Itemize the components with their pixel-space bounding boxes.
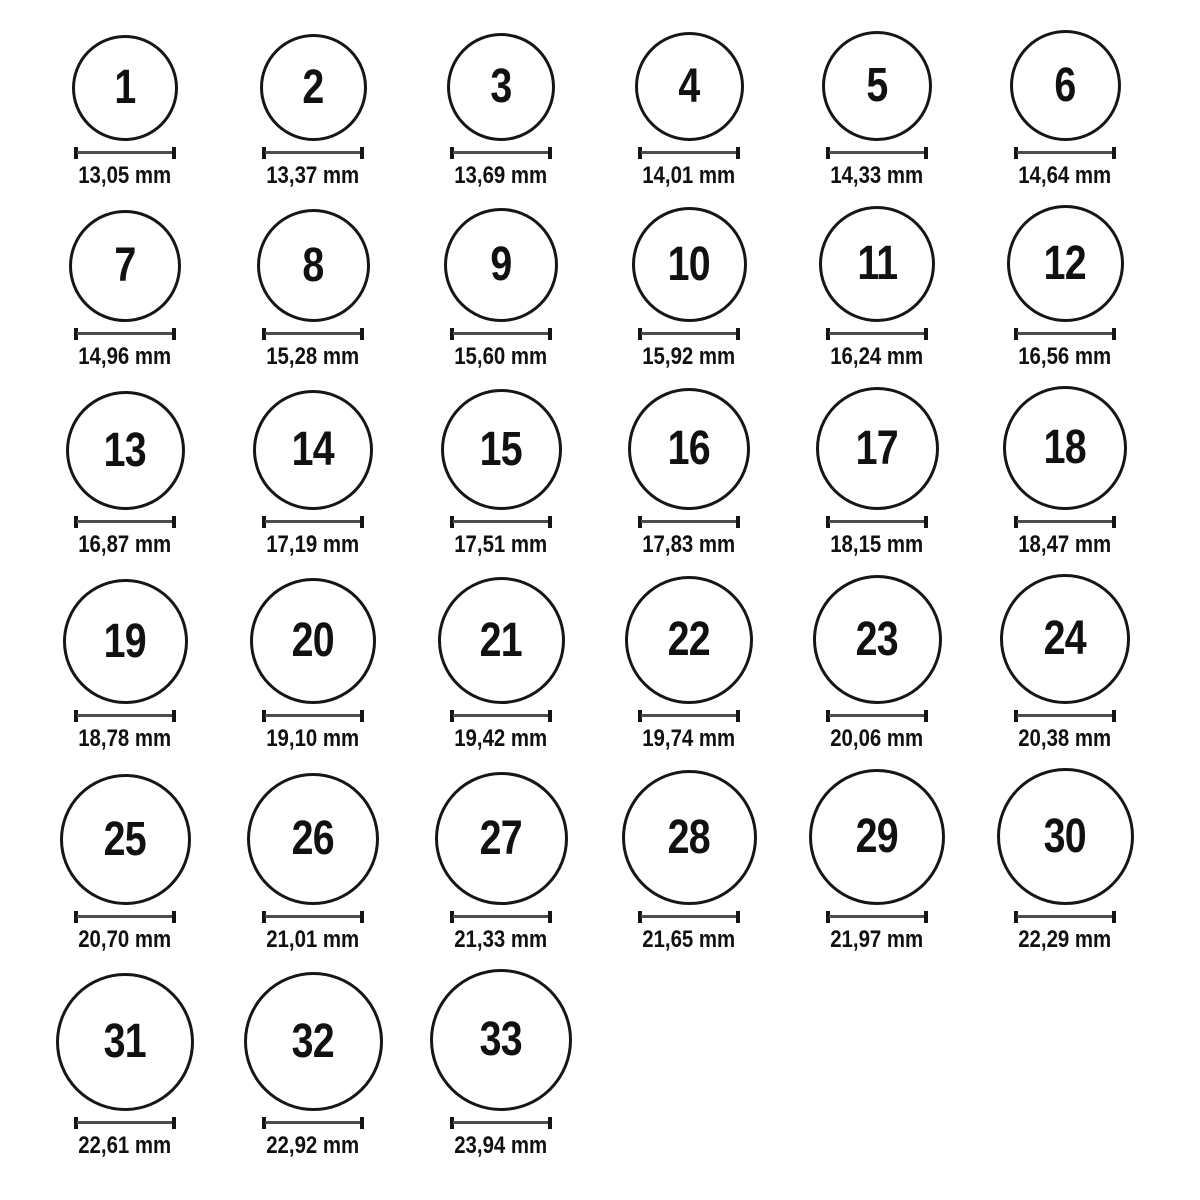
ring-circle (69, 210, 181, 322)
ring-circle (435, 772, 568, 905)
diameter-measure-line (638, 147, 740, 159)
diameter-measure-line (826, 147, 928, 159)
diameter-label: 16,56 mm (1018, 343, 1112, 370)
diameter-measure-line (638, 516, 740, 528)
measure-hline (77, 520, 173, 523)
ring-number: 21 (479, 613, 523, 667)
diameter-measure-line (262, 147, 364, 159)
diameter-measure-line (1014, 911, 1116, 923)
ring-cell (31, 774, 219, 953)
diameter-measure-line (1014, 710, 1116, 722)
ring-cell (407, 33, 595, 189)
ring-cell (219, 209, 407, 370)
ring-cell (407, 577, 595, 752)
ring-cell (783, 387, 971, 558)
measure-hline (1017, 915, 1113, 918)
ring-circle (60, 774, 191, 905)
ring-number: 1 (114, 61, 136, 114)
ring-number: 11 (857, 237, 897, 290)
ring-circle (809, 769, 945, 905)
measure-hline (453, 1121, 549, 1124)
ring-number: 19 (103, 614, 147, 668)
diameter-label: 17,19 mm (266, 531, 360, 558)
measure-hline (641, 151, 737, 154)
diameter-measure-line (1014, 516, 1116, 528)
measure-hline (77, 332, 173, 335)
ring-number: 23 (855, 612, 899, 666)
ring-circle (56, 973, 194, 1111)
diameter-label: 22,92 mm (266, 1132, 360, 1159)
ring-number: 14 (291, 423, 335, 476)
ring-circle (1000, 574, 1130, 704)
ring-cell (219, 972, 407, 1159)
ring-number: 8 (302, 238, 324, 292)
measure-hline (641, 714, 737, 717)
diameter-measure-line (74, 328, 176, 340)
diameter-label: 17,51 mm (454, 531, 548, 558)
measure-hline (1017, 714, 1113, 717)
diameter-measure-line (450, 328, 552, 340)
ring-circle (622, 770, 757, 905)
diameter-label: 19,42 mm (454, 725, 548, 752)
ring-number: 18 (1043, 421, 1087, 474)
ring-cell (595, 32, 783, 189)
measure-hline (641, 520, 737, 523)
ring-number: 5 (866, 59, 888, 112)
ring-cell (219, 773, 407, 953)
measure-hline (829, 151, 925, 154)
diameter-measure-line (826, 911, 928, 923)
diameter-measure-line (450, 710, 552, 722)
ring-number: 27 (479, 811, 523, 865)
measure-hline (1017, 332, 1113, 335)
ring-circle (816, 387, 939, 510)
ring-cell (595, 576, 783, 752)
diameter-label: 18,47 mm (1018, 531, 1112, 558)
measure-hline (265, 1121, 361, 1124)
ring-circle (257, 209, 370, 322)
ring-circle (438, 577, 565, 704)
measure-hline (77, 714, 173, 717)
ring-circle (247, 773, 379, 905)
ring-circle (819, 206, 935, 322)
ring-cell (407, 389, 595, 558)
diameter-label: 21,33 mm (454, 926, 548, 953)
diameter-label: 16,87 mm (78, 531, 172, 558)
diameter-label: 17,83 mm (642, 531, 736, 558)
ring-cell (595, 207, 783, 370)
diameter-label: 20,38 mm (1018, 725, 1112, 752)
diameter-measure-line (74, 516, 176, 528)
diameter-measure-line (262, 328, 364, 340)
diameter-measure-line (638, 710, 740, 722)
measure-hline (1017, 520, 1113, 523)
ring-cell (783, 575, 971, 752)
diameter-label: 20,70 mm (78, 926, 172, 953)
ring-cell (971, 768, 1159, 953)
ring-circle (628, 388, 750, 510)
diameter-measure-line (826, 328, 928, 340)
ring-circle (1010, 30, 1121, 141)
ring-number: 24 (1043, 612, 1087, 665)
ring-cell (971, 30, 1159, 189)
measure-hline (265, 915, 361, 918)
diameter-measure-line (74, 1117, 176, 1129)
measure-hline (77, 1121, 173, 1124)
ring-number: 7 (114, 239, 136, 292)
ring-circle (625, 576, 753, 704)
diameter-measure-line (262, 1117, 364, 1129)
ring-circle (66, 391, 185, 510)
measure-hline (265, 520, 361, 523)
chart-row (31, 969, 1200, 1159)
measure-hline (829, 714, 925, 717)
ring-circle (822, 31, 932, 141)
ring-number: 9 (490, 238, 512, 291)
ring-cell (31, 35, 219, 189)
diameter-measure-line (262, 516, 364, 528)
diameter-measure-line (638, 911, 740, 923)
measure-hline (453, 915, 549, 918)
ring-circle (441, 389, 562, 510)
measure-hline (77, 915, 173, 918)
ring-cell (31, 391, 219, 558)
measure-hline (453, 714, 549, 717)
diameter-label: 18,15 mm (830, 531, 924, 558)
diameter-label: 23,94 mm (454, 1132, 548, 1159)
ring-number: 6 (1054, 58, 1076, 112)
diameter-measure-line (450, 147, 552, 159)
ring-cell (219, 34, 407, 189)
ring-number: 15 (479, 422, 523, 476)
ring-circle (447, 33, 555, 141)
diameter-label: 15,60 mm (454, 343, 548, 370)
diameter-label: 18,78 mm (78, 725, 172, 752)
measure-hline (641, 915, 737, 918)
measure-hline (1017, 151, 1113, 154)
diameter-measure-line (1014, 147, 1116, 159)
ring-circle (1003, 386, 1127, 510)
ring-cell (595, 770, 783, 953)
ring-cell (407, 772, 595, 953)
ring-number: 3 (490, 60, 512, 113)
ring-circle (1007, 205, 1124, 322)
chart-row (31, 386, 1200, 558)
diameter-label: 20,06 mm (830, 725, 924, 752)
diameter-label: 13,69 mm (454, 162, 548, 189)
ring-number: 22 (667, 613, 711, 666)
ring-circle (813, 575, 942, 704)
chart-row (31, 768, 1200, 953)
ring-number: 2 (302, 60, 324, 114)
diameter-measure-line (450, 1117, 552, 1129)
ring-number: 29 (855, 810, 899, 863)
measure-hline (77, 151, 173, 154)
diameter-label: 14,64 mm (1018, 162, 1112, 189)
ring-cell (219, 390, 407, 558)
diameter-measure-line (826, 516, 928, 528)
ring-circle (72, 35, 178, 141)
diameter-label: 14,01 mm (642, 162, 736, 189)
ring-cell (783, 769, 971, 953)
ring-number: 26 (291, 812, 335, 865)
ring-circle (250, 578, 376, 704)
measure-hline (453, 520, 549, 523)
diameter-label: 19,74 mm (642, 725, 736, 752)
diameter-measure-line (450, 516, 552, 528)
diameter-label: 21,97 mm (830, 926, 924, 953)
ring-cell (407, 208, 595, 370)
ring-circle (997, 768, 1134, 905)
measure-hline (265, 332, 361, 335)
chart-row (31, 30, 1200, 189)
ring-number: 17 (855, 421, 899, 475)
measure-hline (829, 332, 925, 335)
diameter-measure-line (638, 328, 740, 340)
ring-circle (260, 34, 367, 141)
ring-number: 13 (103, 423, 147, 477)
diameter-label: 19,10 mm (266, 725, 360, 752)
ring-cell (783, 206, 971, 370)
ring-number: 16 (667, 422, 711, 475)
ring-cell (971, 205, 1159, 370)
ring-circle (635, 32, 744, 141)
diameter-label: 21,65 mm (642, 926, 736, 953)
chart-row (31, 205, 1200, 370)
ring-number: 28 (667, 810, 711, 864)
measure-hline (641, 332, 737, 335)
ring-cell (783, 31, 971, 189)
ring-number: 25 (103, 812, 147, 866)
diameter-label: 22,61 mm (78, 1132, 172, 1159)
ring-cell (31, 579, 219, 752)
diameter-label: 16,24 mm (830, 343, 924, 370)
ring-circle (444, 208, 558, 322)
diameter-label: 15,28 mm (266, 343, 360, 370)
ring-cell (971, 386, 1159, 558)
ring-number: 20 (291, 614, 335, 667)
ring-number: 33 (479, 1013, 523, 1066)
ring-cell (971, 574, 1159, 752)
measure-hline (453, 332, 549, 335)
measure-hline (265, 151, 361, 154)
diameter-label: 15,92 mm (642, 343, 736, 370)
diameter-measure-line (262, 911, 364, 923)
diameter-label: 21,01 mm (266, 926, 360, 953)
diameter-measure-line (74, 710, 176, 722)
diameter-measure-line (74, 911, 176, 923)
measure-hline (829, 915, 925, 918)
diameter-measure-line (262, 710, 364, 722)
diameter-measure-line (1014, 328, 1116, 340)
ring-circle (253, 390, 373, 510)
diameter-label: 22,29 mm (1018, 926, 1112, 953)
diameter-label: 14,33 mm (830, 162, 924, 189)
diameter-measure-line (74, 147, 176, 159)
measure-hline (265, 714, 361, 717)
ring-circle (63, 579, 188, 704)
chart-row (31, 574, 1200, 752)
diameter-measure-line (826, 710, 928, 722)
ring-number: 30 (1043, 809, 1087, 863)
ring-circle (632, 207, 747, 322)
ring-number: 10 (667, 237, 711, 291)
diameter-measure-line (450, 911, 552, 923)
ring-circle (430, 969, 572, 1111)
ring-number: 32 (291, 1014, 335, 1068)
diameter-label: 13,05 mm (78, 162, 172, 189)
measure-hline (829, 520, 925, 523)
ring-number: 4 (678, 59, 700, 113)
ring-number: 12 (1043, 236, 1087, 290)
ring-circle (244, 972, 383, 1111)
measure-hline (453, 151, 549, 154)
ring-cell (219, 578, 407, 752)
ring-cell (595, 388, 783, 558)
ring-number: 31 (103, 1015, 147, 1068)
ring-cell (31, 973, 219, 1159)
diameter-label: 13,37 mm (266, 162, 360, 189)
diameter-label: 14,96 mm (78, 343, 172, 370)
ring-cell (31, 210, 219, 370)
ring-cell (407, 969, 595, 1159)
